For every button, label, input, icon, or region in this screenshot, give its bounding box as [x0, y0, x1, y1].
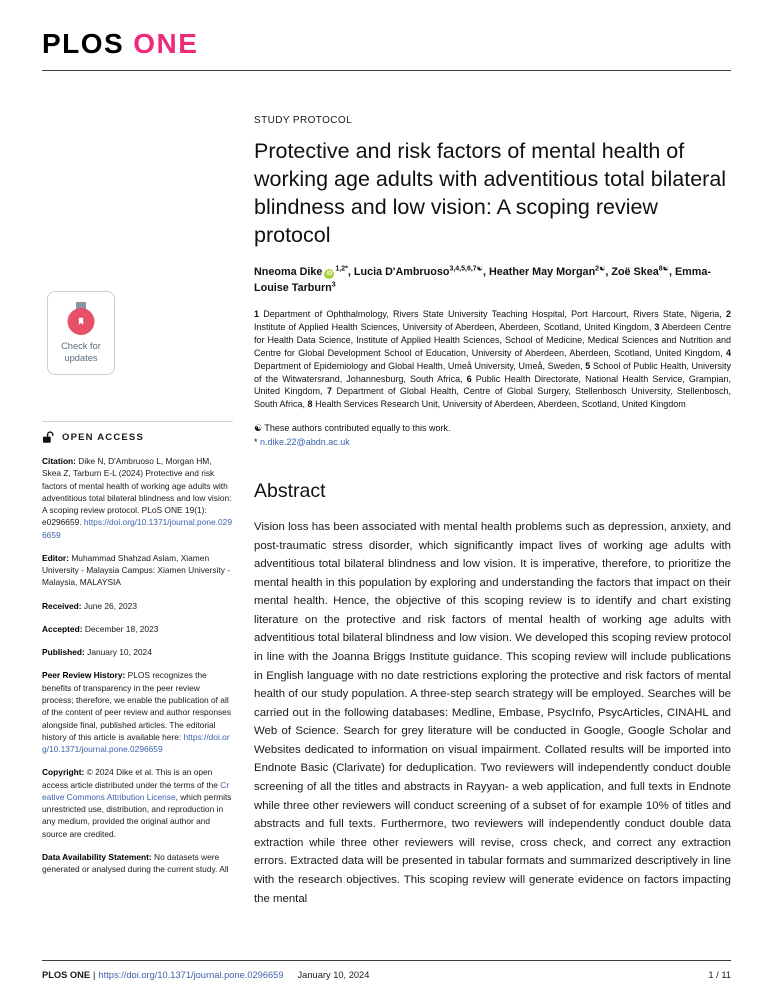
data-availability-label: Data Availability Statement:: [42, 851, 152, 862]
affiliation-number: 2: [725, 309, 731, 320]
affiliation-number: 6: [466, 373, 472, 384]
citation-label: Citation:: [42, 456, 76, 466]
author-name: Zoë Skea: [611, 265, 659, 278]
author-name: Heather May Morgan: [488, 265, 596, 278]
page-number: 1 / 11: [708, 970, 731, 980]
data-availability-section: [42, 851, 233, 876]
author-list: [254, 264, 731, 297]
article-main: [254, 115, 731, 908]
author-affil-sup: 2☯: [595, 265, 606, 273]
affiliation-text: Aberdeen Centre for Health Data Science, Institute of Applied Health Sciences, School of Medicine, Medical Sciences and Nutrition and Centre for Global Development School of Education, University of Aberdeen, Aberdeen, Scotland, United Kingdom,: [254, 322, 731, 358]
author-affil-sup: 3: [331, 281, 336, 289]
affiliation-text: Institute of Applied Health Sciences, University of Aberdeen, Aberdeen, Scotland, United Kingdom,: [254, 322, 652, 333]
copyright-text-after: , which permits unrestricted use, distribution, and reproduction in any medium, provided the original author and source are credited.: [42, 791, 232, 839]
copyright-label: Copyright:: [42, 767, 85, 778]
affiliation-number: 3: [654, 322, 660, 333]
peer-review-label: Peer Review History:: [42, 670, 126, 681]
author-name: Lucia D'Ambruoso: [353, 265, 450, 278]
affiliation-number: 4: [725, 347, 731, 358]
citation-doi-link[interactable]: https://doi.org/10.1371/journal.pone.0296659: [42, 517, 232, 540]
affiliation-text: School of Public Health, University of the Witwatersrand, Johannesburg, South Africa,: [254, 360, 731, 384]
affiliation-text: Department of Ophthalmology, Rivers State University Teaching Hospital, Port Harcourt, Rivers State, Nigeria,: [263, 309, 722, 320]
page-footer: [42, 960, 731, 980]
abstract-heading: Abstract: [254, 479, 326, 502]
open-access-label: OPEN ACCESS: [62, 432, 145, 443]
affiliation-text: Department of Global Health, Centre of Global Surgery, Stellenbosch University, Stellenbosch, South Africa,: [254, 386, 731, 410]
editor-section: [42, 552, 233, 589]
article-sidebar: [42, 115, 233, 908]
check-for-updates-label: [61, 341, 101, 364]
data-availability-text: No datasets were generated or analysed during the current study. All: [42, 851, 229, 875]
corresponding-author-note: [254, 436, 731, 450]
corresponding-star: *: [254, 437, 258, 448]
author-notes: [254, 422, 731, 450]
accepted-date: December 18, 2023: [84, 623, 159, 634]
plos-one-logo: [42, 30, 731, 58]
accepted-section: [42, 623, 233, 635]
accepted-label: Accepted:: [42, 623, 83, 634]
journal-masthead: [42, 0, 731, 71]
affiliations: [254, 308, 731, 411]
affiliation-number: 8: [307, 399, 313, 410]
author: [354, 266, 486, 278]
peer-review-doi-link[interactable]: https://doi.org/10.1371/journal.pone.0296659: [42, 731, 230, 755]
footer-doi-link[interactable]: https://doi.org/10.1371/journal.pone.0296659: [98, 970, 284, 980]
author: [489, 266, 608, 278]
citation-text: Dike N, D'Ambruoso L, Morgan HM, Skea Z, Tarburn E-L (2024) Protective and risk factors of mental health of working age adults with adventitious total bilateral blindness and low vision: A scoping review protocol. PLoS ONE 19(1): e0296659.: [42, 456, 232, 528]
editor-label: Editor:: [42, 552, 69, 563]
received-section: [42, 600, 233, 612]
corresponding-email-link[interactable]: n.dike.22@abdn.ac.uk: [260, 437, 350, 448]
check-updates-line2: updates: [64, 352, 98, 363]
published-date: January 10, 2024: [87, 647, 152, 658]
creative-commons-link[interactable]: Creative Commons Attribution License: [42, 779, 230, 802]
editor-text: Muhammad Shahzad Aslam, Xiamen University - Malaysia Campus: Xiamen University - Malaysia, MALAYSIA: [42, 552, 231, 588]
published-label: Published:: [42, 647, 85, 658]
affiliation-text: Health Services Research Unit, University of Aberdeen, Aberdeen, Scotland, United Kingdom: [315, 399, 686, 410]
affiliation: [254, 309, 722, 319]
article-title: Protective and risk factors of mental health of working age adults with adventitious total bilateral blindness and low vision: A scoping review protocol: [254, 139, 727, 247]
author-affil-sup: 3,4,5,6,7☯: [449, 265, 483, 273]
check-for-updates-badge[interactable]: [47, 291, 115, 375]
author: [254, 266, 351, 278]
affiliation-number: 5: [585, 360, 591, 371]
page-content: [42, 115, 731, 908]
orcid-icon[interactable]: iD: [326, 270, 333, 277]
published-section: [42, 646, 233, 658]
affiliation-number: 1: [254, 309, 260, 320]
equal-contribution-note: ☯ These authors contributed equally to this work.: [254, 423, 451, 434]
footer-citation: [42, 970, 369, 980]
author-affil-sup: 8☯: [658, 265, 669, 273]
affiliation-text: Department of Epidemiology and Global Health, Umeå University, Umeå, Sweden,: [254, 360, 583, 371]
logo-plos-text: PLOS: [42, 28, 125, 59]
crossmark-circle: [68, 308, 95, 335]
author-affil-sup: 1,2*: [335, 265, 348, 273]
received-date: June 26, 2023: [83, 600, 137, 611]
affiliation: [308, 399, 686, 409]
footer-separator: |: [93, 970, 96, 980]
received-label: Received:: [42, 600, 82, 611]
author-name: Nneoma Dike: [254, 265, 323, 278]
affiliation-text: Public Health Directorate, National Health Service, Grampian, United Kingdom,: [254, 373, 731, 397]
footer-date: January 10, 2024: [297, 970, 370, 980]
crossmark-icon: [66, 302, 96, 335]
author: [611, 266, 672, 278]
peer-review-section: [42, 669, 233, 755]
footer-journal-name: PLOS ONE: [42, 970, 91, 980]
open-lock-icon: [42, 431, 55, 444]
copyright-section: [42, 766, 233, 840]
bookmark-icon: [75, 315, 88, 328]
peer-review-text: PLOS recognizes the benefits of transparency in the peer review process; therefore, we enable the publication of all of the content of peer review and author responses alongside final, published articles. The editorial history of this article is available here:: [42, 670, 232, 742]
author-name: Emma-Louise Tarburn: [254, 265, 711, 295]
open-access-row: [42, 421, 233, 444]
logo-one-text: ONE: [133, 28, 199, 59]
affiliation-number: 7: [326, 386, 332, 397]
check-updates-line1: Check for: [61, 340, 101, 351]
copyright-text-before: © 2024 Dike et al. This is an open access article distributed under the terms of the: [42, 767, 218, 790]
abstract-text: Vision loss has been associated with mental health problems such as depression, anxiety, and post-traumatic stress disorder, which significantly impact lives of working age adults with adventitious total bilateral blindness and low vision. It is imperative, therefore, to prioritize the mental health in this population by exploring and understanding the factors that impact on their mental health. Hence, the objective of this scoping review is to identify and chart existing literature on the protective and risk factors of mental health of working age adults with adventitious total bilateral blindness and low vision. We developed this scoping review protocol in line with the Joanna Briggs Institute guidance. This scoping review will include publications in English language with no date restrictions exploring the protective and risk factors of mental health of our study population. A three-step search strategy will be employed. Searches will be carried out in the following databases: Medline, Embase, PsycInfo, PsycArticles, CINAHL and Web of Science. Search for grey literature will be conducted in Google, Google Scholar and Websites dedicated to information on visual impairment. Collated results will be imported into Endnote Basic (Clarivate) for deduplication. Two reviewers will independently conduct double screening of all the titles and abstracts in Rayyan- a web application, and full texts in Endnote while three other reviewers will conduct screening of a subset of for example 10% of titles and abstracts and full texts. Furthermore, two reviewers will independently conduct double data extraction while three other reviewers will revise, cross check, and correct any extraction errors. Extracted data will be presented in tabular formats and summarized descriptively in line with the research objectives. This scoping review will generate evidence on factors impacting the mental: [254, 520, 731, 905]
article-type-label: STUDY PROTOCOL: [254, 115, 353, 126]
citation-section: [42, 455, 233, 541]
